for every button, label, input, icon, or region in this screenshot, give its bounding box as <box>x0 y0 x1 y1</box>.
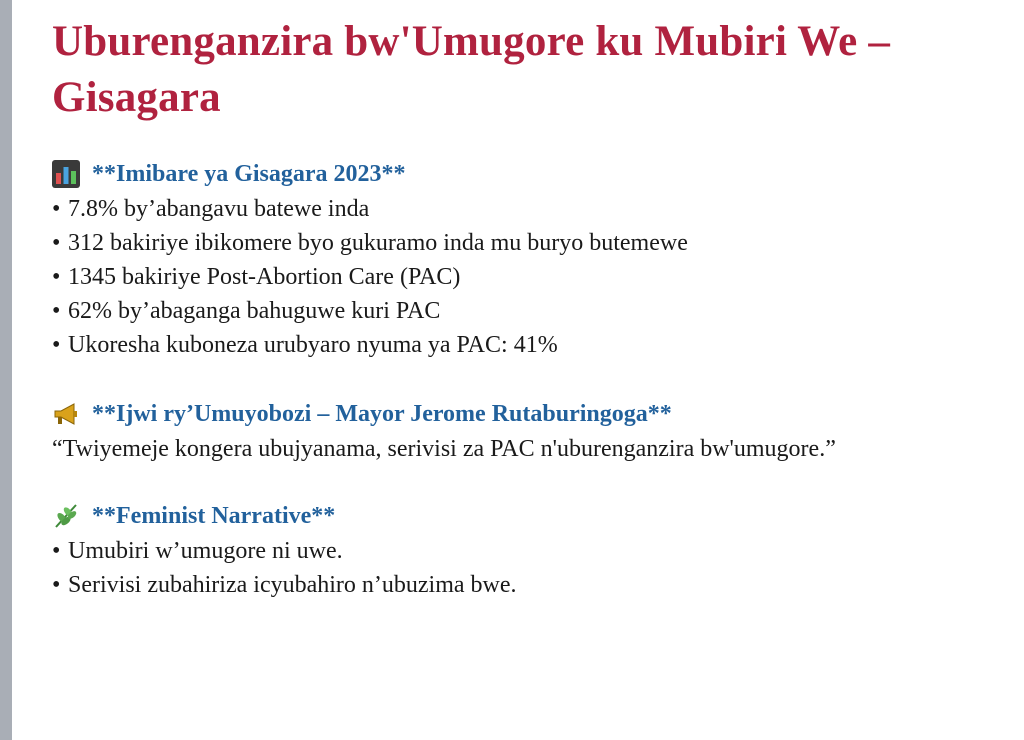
narrative-section <box>52 498 984 602</box>
mayor-quote: “Twiyemeje kongera ubujyanama, serivisi za PAC n'uburenganzira bw'umugore.” <box>52 436 836 462</box>
left-edge-bar <box>0 0 12 740</box>
bullet-dot: • <box>52 538 61 564</box>
narrative-heading-text: **Feminist Narrative** <box>92 503 336 529</box>
bullet-dot: • <box>52 196 61 222</box>
list-item-text: 7.8% by’abangavu batewe inda <box>68 196 370 222</box>
list-item-text: Serivisi zubahiriza icyubahiro n’ubuzima bwe. <box>68 572 517 598</box>
list-item <box>52 294 984 328</box>
statistics-heading-text: **Imibare ya Gisagara 2023** <box>92 161 406 187</box>
list-item <box>52 260 984 294</box>
mayor-heading-text: **Ijwi ry’Umuyobozi – Mayor Jerome Rutaburingoga** <box>92 401 672 427</box>
megaphone-icon <box>52 400 80 428</box>
document-title: Uburenganzira bw'Umugore ku Mubiri We – Gisagara <box>52 18 891 121</box>
herb-icon <box>52 502 80 530</box>
list-item <box>52 534 984 568</box>
bullet-dot: • <box>52 332 61 358</box>
bullet-dot: • <box>52 264 61 290</box>
document-content <box>52 14 984 602</box>
bullet-dot: • <box>52 572 61 598</box>
list-item-text: 1345 bakiriye Post-Abortion Care (PAC) <box>68 264 461 290</box>
list-item <box>52 192 984 226</box>
list-item <box>52 328 984 362</box>
list-item-text: 312 bakiriye ibikomere byo gukuramo inda mu buryo butemewe <box>68 230 688 256</box>
list-item-text: 62% by’abaganga bahuguwe kuri PAC <box>68 298 441 324</box>
list-item <box>52 226 984 260</box>
statistics-heading <box>52 156 984 192</box>
mayor-section <box>52 396 984 466</box>
bullet-dot: • <box>52 298 61 324</box>
list-item-text: Ukoresha kuboneza urubyaro nyuma ya PAC: 41% <box>68 332 558 358</box>
bar-chart-icon <box>52 160 80 188</box>
bullet-dot: • <box>52 230 61 256</box>
narrative-heading <box>52 498 984 534</box>
statistics-section <box>52 156 984 362</box>
list-item-text: Umubiri w’umugore ni uwe. <box>68 538 343 564</box>
list-item <box>52 568 984 602</box>
mayor-heading <box>52 396 984 432</box>
